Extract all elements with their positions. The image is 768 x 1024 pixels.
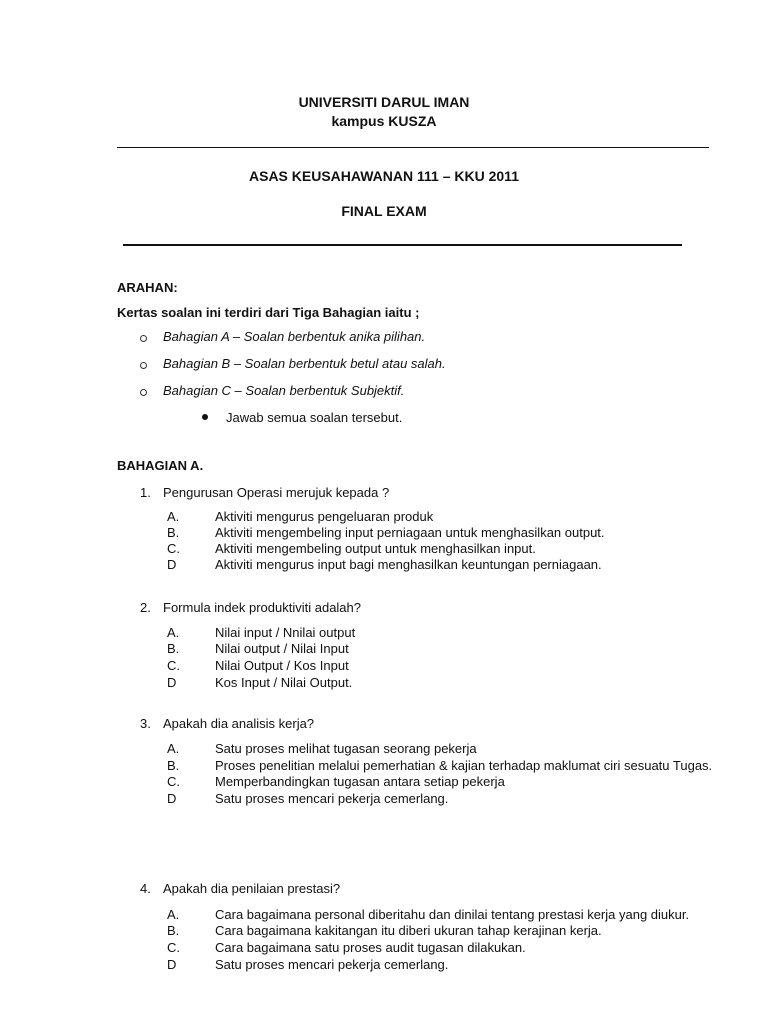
question-text: Formula indek produktiviti adalah? (163, 600, 361, 615)
option-text: Cara bagaimana satu proses audit tugasan dilakukan. (215, 940, 526, 955)
instruction-part-c: Bahagian C – Soalan berbentuk Subjektif. (163, 383, 405, 398)
course-title: ASAS KEUSAHAWANAN 111 – KKU 2011 (249, 168, 519, 184)
instructions-intro: Kertas soalan ini terdiri dari Tiga Bahagian iaitu ; (117, 305, 420, 320)
option-letter: C. (167, 940, 180, 955)
option-text: Memperbandingkan tugasan antara setiap pekerja (215, 774, 505, 789)
option-letter: B. (167, 758, 180, 773)
option-letter: D (167, 791, 177, 806)
option-letter: D (167, 957, 177, 972)
option-letter: B. (167, 923, 180, 938)
option-text: Satu proses mencari pekerja cemerlang. (215, 957, 449, 972)
option-letter: A. (167, 509, 180, 524)
option-text: Aktiviti mengembeling output untuk menghasilkan input. (215, 541, 536, 556)
university-name: UNIVERSITI DARUL IMAN (298, 94, 470, 110)
question-number: 2. (140, 600, 151, 615)
option-text: Nilai input / Nnilai output (215, 625, 356, 640)
question-number: 4. (140, 881, 151, 896)
option-letter: C. (167, 774, 180, 789)
option-letter: B. (167, 525, 180, 540)
option-text: Satu proses melihat tugasan seorang pekerja (215, 741, 477, 756)
campus-name: kampus KUSZA (331, 113, 437, 129)
option-text: Aktiviti mengembeling input perniagaan untuk menghasilkan output. (215, 525, 605, 540)
question-text: Pengurusan Operasi merujuk kepada ? (163, 485, 390, 500)
exam-title: FINAL EXAM (341, 203, 427, 219)
circle-bullet-icon (140, 362, 147, 369)
option-text: Nilai Output / Kos Input (215, 658, 349, 673)
instructions-heading: ARAHAN: (117, 280, 178, 295)
question-text: Apakah dia analisis kerja? (163, 716, 315, 731)
option-text: Satu proses mencari pekerja cemerlang. (215, 791, 449, 806)
option-text: Cara bagaimana personal diberitahu dan dinilai tentang prestasi kerja yang diukur. (215, 907, 690, 922)
option-text: Nilai output / Nilai Input (215, 641, 349, 656)
option-letter: C. (167, 658, 180, 673)
circle-bullet-icon (140, 389, 147, 396)
option-text: Kos Input / Nilai Output. (215, 675, 353, 690)
question-number: 3. (140, 716, 151, 731)
question-text: Apakah dia penilaian prestasi? (163, 881, 341, 896)
option-letter: D (167, 675, 177, 690)
circle-bullet-icon (140, 335, 147, 342)
bullet-dot-icon (202, 414, 208, 420)
instruction-part-a: Bahagian A – Soalan berbentuk anika pilihan. (163, 329, 426, 344)
option-text: Aktiviti mengurus input bagi menghasilkan keuntungan perniagaan. (215, 557, 602, 572)
option-letter: B. (167, 641, 180, 656)
question-number: 1. (140, 485, 151, 500)
option-text: Cara bagaimana kakitangan itu diberi ukuran tahap kerajinan kerja. (215, 923, 602, 938)
option-letter: D (167, 557, 177, 572)
instruction-part-b: Bahagian B – Soalan berbentuk betul atau salah. (163, 356, 446, 371)
option-text: Aktiviti mengurus pengeluaran produk (215, 509, 434, 524)
option-letter: C. (167, 541, 180, 556)
section-a-heading: BAHAGIAN A. (117, 458, 204, 473)
option-letter: A. (167, 907, 180, 922)
divider-top (117, 147, 709, 148)
divider-bottom (123, 244, 682, 246)
instruction-note: Jawab semua soalan tersebut. (226, 410, 403, 425)
option-letter: A. (167, 625, 180, 640)
option-text: Proses penelitian melalui pemerhatian & kajian terhadap maklumat ciri sesuatu Tugas. (215, 758, 713, 773)
option-letter: A. (167, 741, 180, 756)
